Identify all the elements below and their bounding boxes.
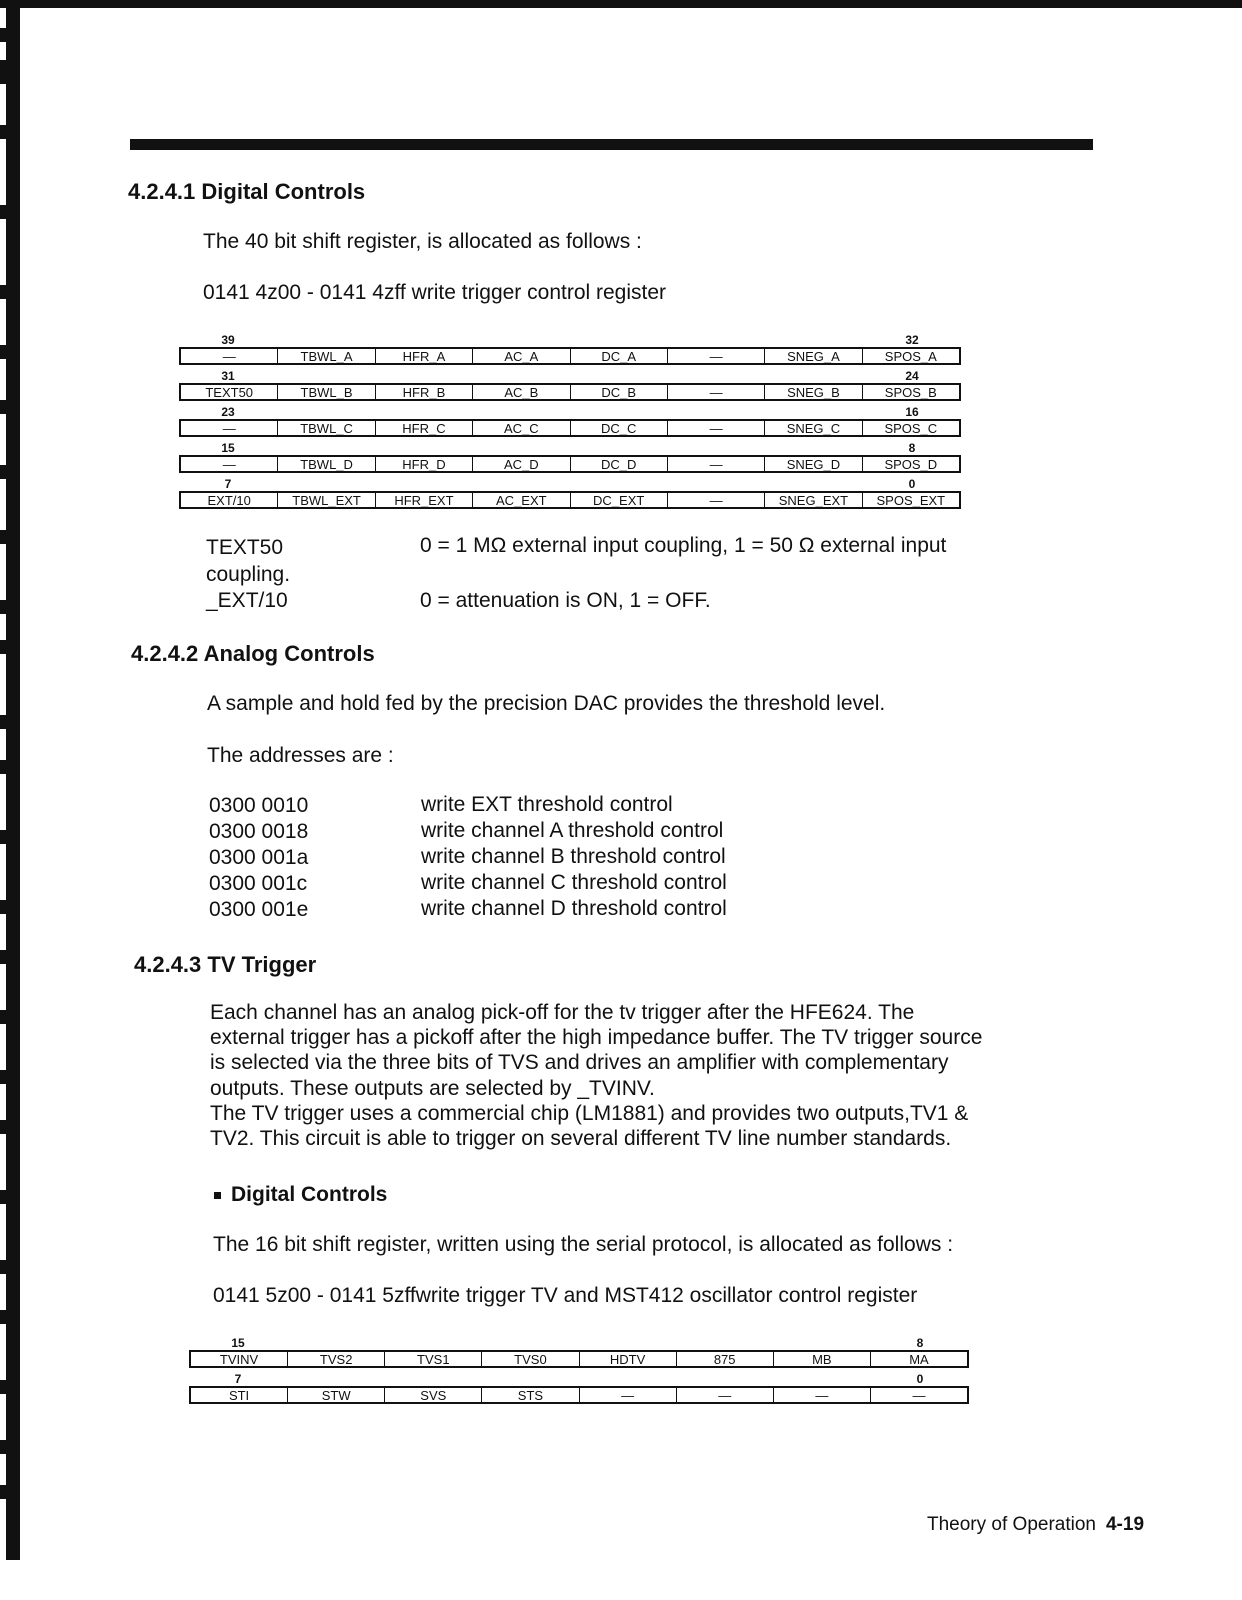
bit-number-high: 15 — [221, 441, 235, 455]
edge-notch — [0, 1380, 8, 1394]
bit-number-high: 7 — [234, 1372, 242, 1386]
binding-edge — [6, 0, 20, 1560]
section-2-intro: A sample and hold fed by the precision DAC provides the threshold level. — [207, 692, 886, 715]
edge-notch — [0, 760, 8, 774]
register-cells — [189, 1350, 969, 1368]
register-bit-cell: TBWL_B — [277, 385, 374, 399]
register-bit-cell: AC_EXT — [472, 493, 569, 507]
address-row — [209, 898, 308, 922]
edge-notch — [0, 640, 8, 654]
address-desc: write channel C threshold control — [421, 871, 727, 894]
tv-para-line: is selected via the three bits of TVS and drives an amplifier with complementary — [210, 1051, 949, 1074]
bit-number-low: 24 — [905, 369, 919, 383]
bit-number-low: 32 — [905, 333, 919, 347]
tv-para-line: TV2. This circuit is able to trigger on several different TV line number standards. — [210, 1127, 952, 1150]
register-bit-cell: DC_B — [570, 385, 667, 399]
edge-notch — [0, 465, 8, 479]
register-bit-cell: — — [870, 1388, 967, 1402]
register-bit-cell: DC_D — [570, 457, 667, 471]
section-3-intro: The 16 bit shift register, written using the serial protocol, is allocated as follows : — [213, 1233, 954, 1256]
address-desc: write channel D threshold control — [421, 897, 727, 920]
edge-notch — [0, 125, 8, 139]
register-cells — [189, 1386, 969, 1404]
register-bit-cell: DC_EXT — [570, 493, 667, 507]
register-bit-cell: — — [222, 349, 236, 363]
edge-notch — [0, 1440, 8, 1454]
page-footer — [927, 1514, 1144, 1536]
address-value: 0300 0018 — [209, 820, 309, 843]
register-bit-cell: SPOS_D — [862, 457, 959, 471]
def-term-text50: TEXT50 — [206, 536, 284, 559]
bit-numbers — [189, 1336, 969, 1350]
register-cells — [179, 455, 961, 473]
address-row — [209, 794, 308, 818]
register-bit-cell: — — [667, 421, 764, 435]
bullet-square-icon — [214, 1192, 221, 1199]
register-bit-cell: TVS2 — [287, 1352, 384, 1366]
bit-numbers — [179, 441, 961, 455]
tv-para-line: Each channel has an analog pick-off for the tv trigger after the HFE624. The — [210, 1001, 915, 1024]
bit-numbers — [189, 1372, 969, 1386]
register-cells — [179, 491, 961, 509]
section-heading-digital-controls: 4.2.4.1 Digital Controls — [128, 179, 366, 204]
def-term-ext10: _EXT/10 — [206, 589, 288, 612]
register-bit-cell: AC_B — [472, 385, 569, 399]
register-bit-cell: TVS1 — [384, 1352, 481, 1366]
register-bit-cell: EXT/10 — [207, 493, 251, 507]
page-number: 4-19 — [1105, 1514, 1145, 1535]
section-heading-analog-controls: 4.2.4.2 Analog Controls — [131, 641, 375, 666]
def-text50: 0 = 1 MΩ external input coupling, 1 = 50 Ω external input — [420, 534, 947, 557]
section-1-address: 0141 4z00 - 0141 4zff write trigger control register — [203, 281, 667, 304]
register-bit-cell: TVS0 — [481, 1352, 578, 1366]
register-bit-cell: — — [222, 457, 236, 471]
register-bit-cell: TVINV — [219, 1352, 259, 1366]
edge-notch — [0, 1070, 8, 1084]
edge-notch — [0, 28, 8, 42]
register-bit-cell: — — [667, 493, 764, 507]
bit-numbers — [179, 477, 961, 491]
addresses-label: The addresses are : — [207, 744, 394, 767]
tv-para-line: outputs. These outputs are selected by _TVINV. — [210, 1077, 655, 1100]
edge-notch — [0, 900, 8, 914]
register-cells — [179, 347, 961, 365]
register-bit-cell: TBWL_A — [277, 349, 374, 363]
register-row — [179, 369, 961, 405]
register-bit-cell: TBWL_EXT — [277, 493, 374, 507]
edge-notch — [0, 830, 8, 844]
address-value: 0300 001c — [209, 872, 308, 895]
register-row — [179, 441, 961, 477]
edge-notch — [0, 950, 8, 964]
register-bit-cell: SVS — [384, 1388, 481, 1402]
bit-number-high: 23 — [221, 405, 235, 419]
edge-notch — [0, 715, 8, 729]
register-bit-cell: AC_C — [472, 421, 569, 435]
register-bit-cell: AC_A — [472, 349, 569, 363]
address-value: 0300 0010 — [209, 794, 309, 817]
edge-notch — [0, 1260, 8, 1274]
edge-notch — [0, 205, 8, 219]
register-bit-cell: — — [667, 457, 764, 471]
header-rule — [130, 139, 1093, 150]
edge-notch — [0, 70, 8, 84]
register-bit-cell: — — [667, 349, 764, 363]
register-bit-cell: TBWL_C — [277, 421, 374, 435]
edge-notch — [0, 600, 8, 614]
bit-number-high: 31 — [221, 369, 235, 383]
register-bit-cell: 875 — [676, 1352, 773, 1366]
register-bit-cell: SPOS_C — [862, 421, 959, 435]
bit-number-low: 0 — [916, 1372, 924, 1386]
section-1-intro: The 40 bit shift register, is allocated as follows : — [203, 230, 642, 253]
edge-notch — [0, 1120, 8, 1134]
register-row — [179, 477, 961, 513]
register-bit-cell: HFR_B — [375, 385, 472, 399]
register-bit-cell: HDTV — [579, 1352, 676, 1366]
register-bit-cell: DC_A — [570, 349, 667, 363]
register-cells — [179, 383, 961, 401]
register-bit-cell: SNEG_B — [764, 385, 861, 399]
bit-number-high: 7 — [224, 477, 232, 491]
register-bit-cell: SNEG_D — [764, 457, 861, 471]
register-bit-cell: MB — [773, 1352, 870, 1366]
bit-number-low: 8 — [908, 441, 916, 455]
register-bit-cell: SPOS_EXT — [862, 493, 959, 507]
bit-number-high: 15 — [231, 1336, 245, 1350]
register-bit-cell: SPOS_B — [862, 385, 959, 399]
register-bit-cell: HFR_D — [375, 457, 472, 471]
register-bit-cell: SPOS_A — [862, 349, 959, 363]
address-row — [209, 872, 307, 896]
bit-numbers — [179, 333, 961, 347]
register-bit-cell: TBWL_D — [277, 457, 374, 471]
register-row — [179, 405, 961, 441]
register-row — [189, 1372, 969, 1408]
register-bit-cell: HFR_EXT — [375, 493, 472, 507]
register-bit-cell: — — [676, 1388, 773, 1402]
register-bit-cell: AC_D — [472, 457, 569, 471]
subheading-digital-controls: Digital Controls — [231, 1183, 388, 1206]
register-bit-cell: SNEG_A — [764, 349, 861, 363]
register-bit-cell: — — [773, 1388, 870, 1402]
register-table-40bit — [179, 333, 961, 513]
section-3-address: 0141 5z00 - 0141 5zffwrite trigger TV and MST412 oscillator control register — [213, 1284, 918, 1307]
address-desc: write channel B threshold control — [421, 845, 726, 868]
register-bit-cell: DC_C — [570, 421, 667, 435]
register-cells — [179, 419, 961, 437]
bit-number-low: 16 — [905, 405, 919, 419]
address-row — [209, 846, 308, 870]
footer-title: Theory of Operation — [927, 1514, 1096, 1535]
edge-notch — [0, 400, 8, 414]
register-bit-cell: MA — [870, 1352, 967, 1366]
bit-numbers — [179, 369, 961, 383]
register-bit-cell: — — [667, 385, 764, 399]
edge-notch — [0, 285, 8, 299]
bit-numbers — [179, 405, 961, 419]
section-heading-tv-trigger: 4.2.4.3 TV Trigger — [134, 952, 317, 977]
top-border-rule — [0, 0, 1242, 8]
register-row — [189, 1336, 969, 1372]
edge-notch — [0, 345, 8, 359]
def-ext10: 0 = attenuation is ON, 1 = OFF. — [420, 589, 711, 612]
edge-notch — [0, 1310, 8, 1324]
address-value: 0300 001e — [209, 898, 309, 921]
edge-notch — [0, 1190, 8, 1204]
register-bit-cell: HFR_A — [375, 349, 472, 363]
register-bit-cell: STI — [228, 1388, 250, 1402]
register-bit-cell: SNEG_EXT — [764, 493, 861, 507]
register-bit-cell: HFR_C — [375, 421, 472, 435]
edge-notch — [0, 530, 8, 544]
bit-number-high: 39 — [221, 333, 235, 347]
edge-notch — [0, 1010, 8, 1024]
def-text50-continued: coupling. — [206, 563, 291, 586]
address-value: 0300 001a — [209, 846, 309, 869]
register-bit-cell: STS — [481, 1388, 578, 1402]
register-bit-cell: TEXT50 — [205, 385, 254, 399]
tv-para-line: external trigger has a pickoff after the high impedance buffer. The TV trigger source — [210, 1026, 983, 1049]
register-row — [179, 333, 961, 369]
bit-number-low: 0 — [908, 477, 916, 491]
address-row — [209, 820, 308, 844]
bit-number-low: 8 — [916, 1336, 924, 1350]
register-bit-cell: — — [579, 1388, 676, 1402]
address-desc: write EXT threshold control — [421, 793, 673, 816]
register-table-16bit — [189, 1336, 969, 1408]
edge-notch — [0, 1485, 8, 1499]
register-bit-cell: SNEG_C — [764, 421, 861, 435]
register-bit-cell: STW — [287, 1388, 384, 1402]
register-bit-cell: — — [222, 421, 236, 435]
tv-para-line: The TV trigger uses a commercial chip (LM1881) and provides two outputs,TV1 & — [210, 1102, 969, 1125]
address-desc: write channel A threshold control — [421, 819, 724, 842]
